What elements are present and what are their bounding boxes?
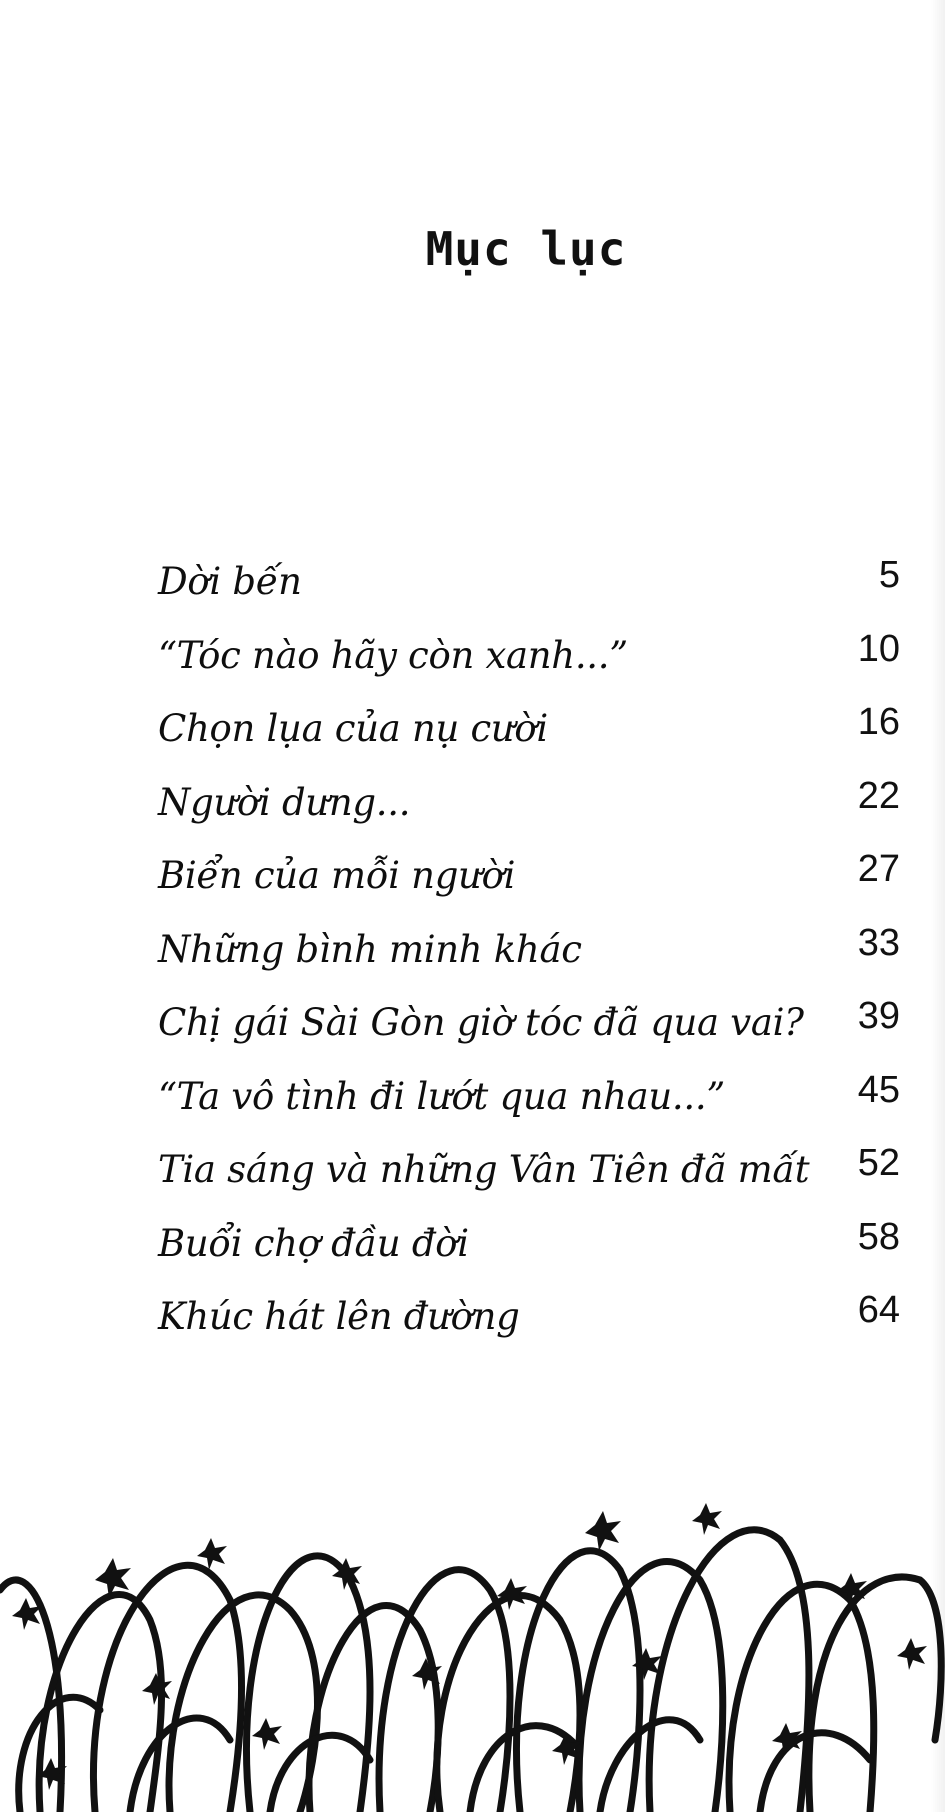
toc-entry-title: Khúc hát lên đường [158,1295,520,1338]
toc-entry-page: 27 [857,848,900,890]
table-of-contents [158,554,900,1369]
toc-entry [158,554,900,634]
toc-entry-title: “Tóc nào hãy còn xanh...” [158,633,628,677]
toc-entry-page: 16 [857,701,900,743]
toc-entry-title: Chị gái Sài Gòn giờ tóc đã qua vai? [158,1001,804,1044]
toc-entry-title: Người dưng... [158,780,411,824]
toc-entry-page: 39 [857,995,900,1037]
toc-entry-page: 58 [857,1215,900,1258]
toc-entry [158,627,900,708]
toc-entry [158,1215,900,1296]
toc-entry-page: 64 [857,1289,900,1331]
toc-entry-title: Biển của mỗi người [158,854,516,897]
toc-entry-page: 5 [878,554,900,596]
toc-entry-page: 52 [857,1142,900,1184]
toc-entry [158,848,900,928]
toc-entry [158,774,900,855]
toc-entry-title: Buổi chợ đầu đời [158,1221,469,1265]
toc-entry-page: 22 [857,774,900,817]
toc-entry-title: Dời bến [158,560,302,603]
toc-entry-page: 45 [857,1068,900,1111]
toc-entry-page: 33 [857,921,900,964]
toc-entry-title: “Ta vô tình đi lướt qua nhau...” [158,1074,725,1118]
page-title: Mục lục [425,222,627,276]
wire-strokes [0,1530,941,1812]
toc-entry [158,921,900,1002]
toc-entry [158,1142,900,1222]
toc-entry [158,1289,900,1369]
toc-entry-title: Tia sáng và những Vân Tiên đã mất [158,1148,810,1191]
toc-entry-title: Những bình minh khác [158,927,582,971]
toc-entry-page: 10 [857,627,900,670]
toc-entry [158,701,900,781]
toc-entry [158,995,900,1075]
toc-entry-title: Chọn lụa của nụ cười [158,707,548,750]
toc-entry [158,1068,900,1149]
barbed-wire-grass-illustration [0,1480,945,1812]
